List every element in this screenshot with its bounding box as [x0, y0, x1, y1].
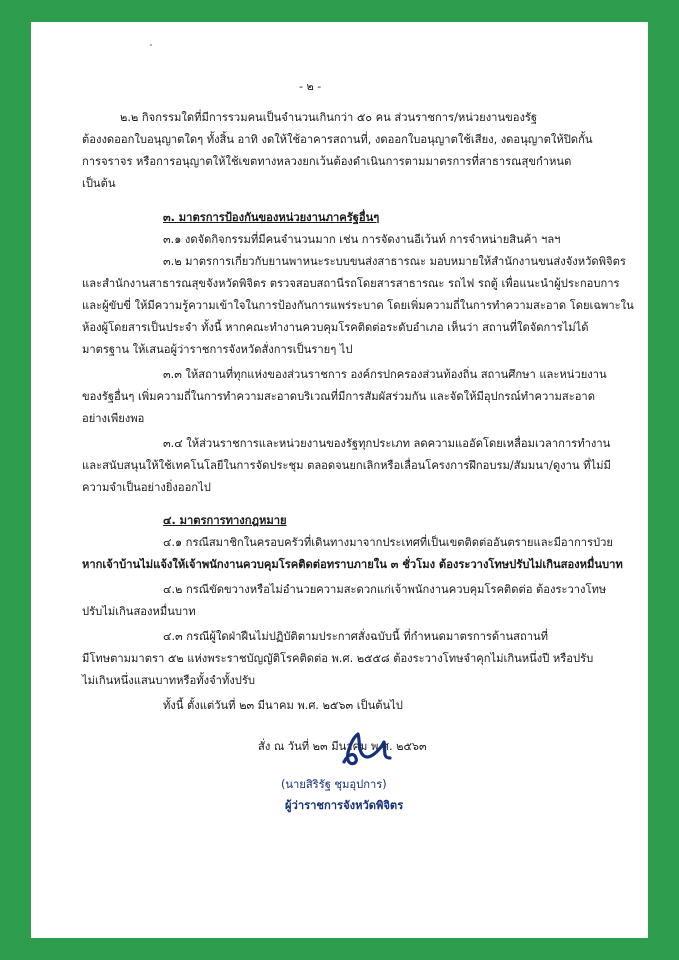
- handwritten-signature: [338, 728, 398, 770]
- para-4-3-line-3: ไม่เกินหนึ่งแสนบาทหรือทั้งจำทั้งปรับ: [82, 674, 256, 687]
- para-3-2-line-5: มาตรฐาน ให้เสนอผู้ว่าราชการจังหวัดสั่งการเป็นรายๆ ไป: [82, 343, 353, 356]
- para-3-2-line-4: ห้องผู้โดยสารเป็นประจำ ทั้งนี้ หากคณะทำงานควบคุมโรคติดต่อระดับอำเภอ เห็นว่า สถานที่ใดจัดการไม่ได้: [82, 321, 589, 334]
- para-2-2-line-2: ต้องงดออกใบอนุญาตใดๆ ทั้งสิ้น อาทิ งดให้ใช้อาคารสถานที่, งดออกใบอนุญาตใช้เสียง, งดอนุญาตให้ปิดกั้น: [82, 133, 593, 146]
- para-4-1-line-2: หากเจ้าบ้านไม่แจ้งให้เจ้าพนักงานควบคุมโรคติดต่อทราบภายใน ๓ ชั่วโมง ต้องระวางโทษปรับไม่เกินสองหมื่นบาท: [82, 558, 623, 571]
- page-number: - ๒ -: [299, 80, 322, 93]
- signer-name: (นายสิริรัฐ ชุมอุปการ): [281, 778, 387, 791]
- para-3-2-line-1: ๓.๒ มาตรการเกี่ยวกับยานพาหนะระบบขนส่งสาธารณะ มอบหมายให้สำนักงานขนส่งจังหวัดพิจิตร: [163, 255, 626, 268]
- para-3-4-line-2: และสนับสนุนให้ใช้เทคโนโลยีในการจัดประชุม ตลอดจนยกเลิกหรือเลื่อนโครงการฝึกอบรม/สัมมนา/ดูงาน ที่ไม่มี: [82, 459, 611, 472]
- section-4-heading: ๔. มาตรการทางกฎหมาย: [163, 514, 287, 527]
- para-4-2-line-2: ปรับไม่เกินสองหมื่นบาท: [82, 605, 196, 618]
- para-2-2-line-4: เป็นต้น: [82, 177, 116, 190]
- para-2-2-line-1: ๒.๒ กิจกรรมใดที่มีการรวมคนเป็นจำนวนเกินกว่า ๕๐ คน ส่วนราชการ/หน่วยงานของรัฐ: [120, 111, 538, 124]
- ordered-date: สั่ง ณ วันที่ ๒๓ มีนาคม พ.ศ. ๒๕๖๓: [258, 740, 427, 753]
- para-4-1-line-1: ๔.๑ กรณีสมาชิกในครอบครัวที่เดินทางมาจากประเทศที่เป็นเขตติดต่ออันตรายและมีอาการป่วย: [163, 536, 613, 549]
- para-3-3-line-2: ของรัฐอื่นๆ เพิ่มความถี่ในการทำความสะอาดบริเวณที่มีการสัมผัสร่วมกัน และจัดให้มีอุปกรณ์ทำความสะอาด: [82, 390, 595, 403]
- para-3-2-line-3: และผู้ขับขี่ ให้มีความรู้ความเข้าใจในการป้องกันการแพร่ระบาด โดยเพิ่มความถี่ในการทำความสะอาด โดยเฉพาะใน: [82, 299, 634, 312]
- para-3-1: ๓.๑ งดจัดกิจกรรมที่มีคนจำนวนมาก เช่น การจัดงานอีเว้นท์ การจำหน่ายสินค้า ฯลฯ: [163, 233, 561, 246]
- para-3-3-line-1: ๓.๓ ให้สถานที่ทุกแห่งของส่วนราชการ องค์กรปกครองส่วนท้องถิ่น สถานศึกษา และหน่วยงาน: [163, 368, 607, 381]
- para-3-4-line-1: ๓.๔ ให้ส่วนราชการและหน่วยงานของรัฐทุกประเภท ลดความแออัดโดยเหลื่อมเวลาการทำงาน: [163, 437, 611, 450]
- para-2-2-line-3: การจราจร หรือการอนุญาตให้ใช้เขตทางหลวงยกเว้นต้องดำเนินการตามมาตรการที่สาธารณสุขกำหนด: [82, 155, 572, 168]
- para-3-4-line-3: ความจำเป็นอย่างยิ่งออกไป: [82, 481, 211, 494]
- signer-title: ผู้ว่าราชการจังหวัดพิจิตร: [285, 799, 404, 812]
- effective-date: ทั้งนี้ ตั้งแต่วันที่ ๒๓ มีนาคม พ.ศ. ๒๕๖๓ เป็นต้นไป: [163, 699, 403, 712]
- para-3-2-line-2: และสำนักงานสาธารณสุขจังหวัดพิจิตร ตรวจสอบสถานีรถโดยสารสาธารณะ รถไฟ รถตู้ เพื่อแนะนำผู้ประกอบการ: [82, 277, 620, 290]
- para-4-3-line-1: ๔.๓ กรณีผู้ใดฝ่าฝืนไม่ปฏิบัติตามประกาศสั่งฉบับนี้ ที่กำหนดมาตรการด้านสถานที่: [163, 630, 549, 643]
- para-4-3-line-2: มีโทษตามมาตรา ๕๒ แห่งพระราชบัญญัติโรคติดต่อ พ.ศ. ๒๕๕๘ ต้องระวางโทษจำคุกไม่เกินหนึ่งปี หรือปรับ: [82, 652, 594, 665]
- scan-speck: [150, 44, 152, 46]
- section-3-heading: ๓. มาตรการป้องกันของหน่วยงานภาครัฐอื่นๆ: [163, 211, 380, 224]
- para-3-3-line-3: อย่างเพียงพอ: [82, 412, 145, 425]
- para-4-2-line-1: ๔.๒ กรณีขัดขวางหรือไม่อำนวยความสะดวกแก่เจ้าพนักงานควบคุมโรคติดต่อ ต้องระวางโทษ: [163, 583, 607, 596]
